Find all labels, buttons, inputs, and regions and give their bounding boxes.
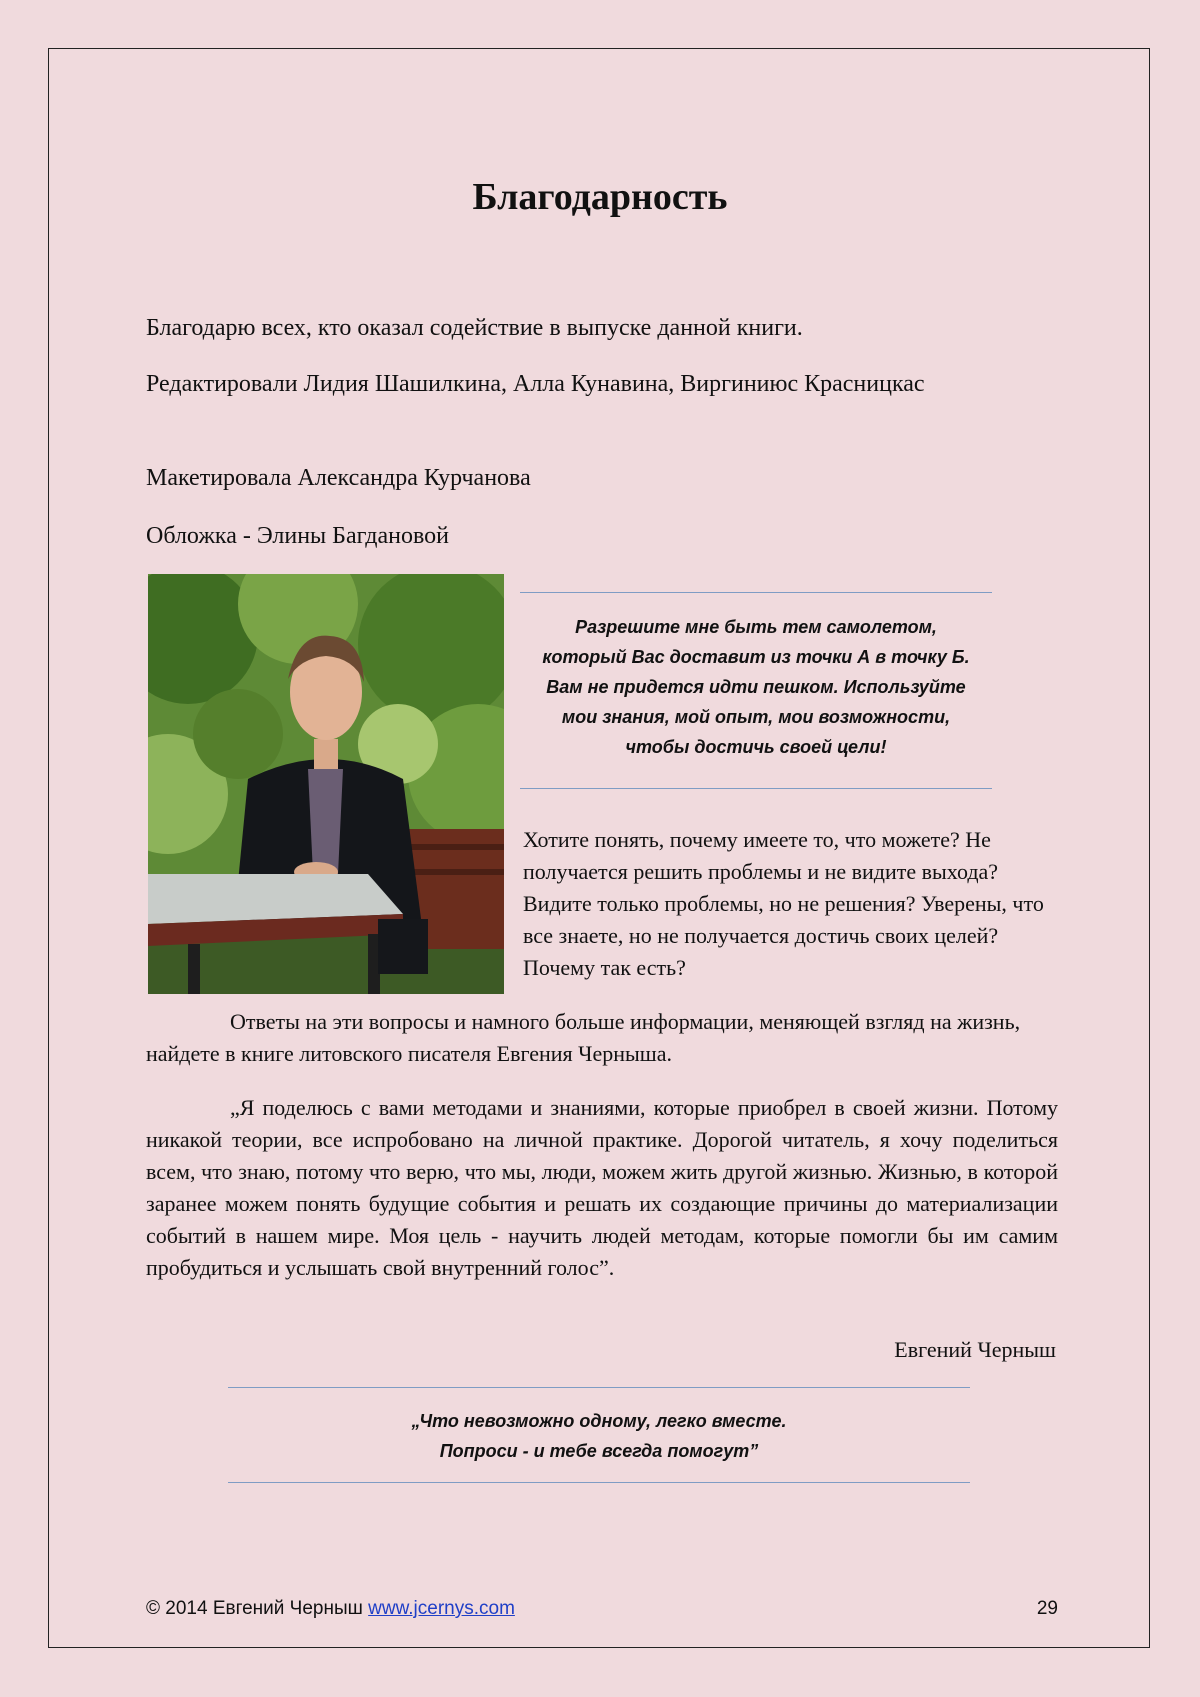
layout-paragraph: Макетировала Александра Курчанова xyxy=(146,465,531,491)
thanks-paragraph: Благодарю всех, кто оказал содействие в выпуске данной книги. xyxy=(146,315,803,341)
author-quote-paragraph: „Я поделюсь с вами методами и знаниями, которые приобрел в своей жизни. Потому никакой теории, все испробовано на личной практике. Дорогой читатель, я хочу поделиться всем, что знаю, потому что верю, что мы, люди, можем жить другой жизнью. Жизнью, в которой заранее можем понять будущие события и решать их создающие причины до материализации событий в нашем мире. Моя цель - научить людей методам, которые помогли бы им самим пробудиться и услышать свой внутренний голос”. xyxy=(146,1095,1058,1280)
motto-line: Вам не придется идти пешком. Используйте xyxy=(546,677,966,697)
motto-line: Разрешите мне быть тем самолетом, xyxy=(575,617,937,637)
quote-bottom-rule xyxy=(520,788,992,789)
page-footer xyxy=(146,1598,1058,1620)
copyright-text: © 2014 Евгений Черныш xyxy=(146,1598,363,1619)
page-title: Благодарность xyxy=(472,176,728,218)
motto-line: чтобы достичь своей цели! xyxy=(625,737,887,757)
editors-paragraph: Редактировали Лидия Шашилкина, Алла Кунавина, Виргиниюс Красницкас xyxy=(146,371,925,397)
closing-bottom-rule xyxy=(228,1482,970,1483)
page-number: 29 xyxy=(1036,1598,1058,1619)
website-link[interactable]: www.jcernys.com xyxy=(368,1598,515,1619)
quote-top-rule xyxy=(520,592,992,593)
cover-paragraph: Обложка - Элины Багдановой xyxy=(146,523,449,549)
footer-left xyxy=(146,1598,515,1620)
closing-line: Попроси - и тебе всегда помогут” xyxy=(439,1441,759,1461)
author-signature: Евгений Черныш xyxy=(894,1337,1056,1362)
motto-line: мои знания, мой опыт, мои возможности, xyxy=(561,707,951,727)
motto-quote xyxy=(520,612,992,762)
questions-paragraph: Хотите понять, почему имеете то, что можете? Не получается решить проблемы и не видите выхода? Видите только проблемы, но не решения? Уверены, что все знаете, но не получается достичь своих целей? Почему так есть? xyxy=(523,827,1044,980)
motto-line: который Вас доставит из точки А в точку Б. xyxy=(542,647,970,667)
answers-paragraph: Ответы на эти вопросы и намного больше информации, меняющей взгляд на жизнь, найдете в книге литовского писателя Евгения Черныша. xyxy=(146,1009,1021,1066)
author-photo xyxy=(148,574,504,994)
closing-line: „Что невозможно одному, легко вместе. xyxy=(411,1411,787,1431)
closing-quote xyxy=(228,1406,970,1466)
closing-top-rule xyxy=(228,1387,970,1388)
